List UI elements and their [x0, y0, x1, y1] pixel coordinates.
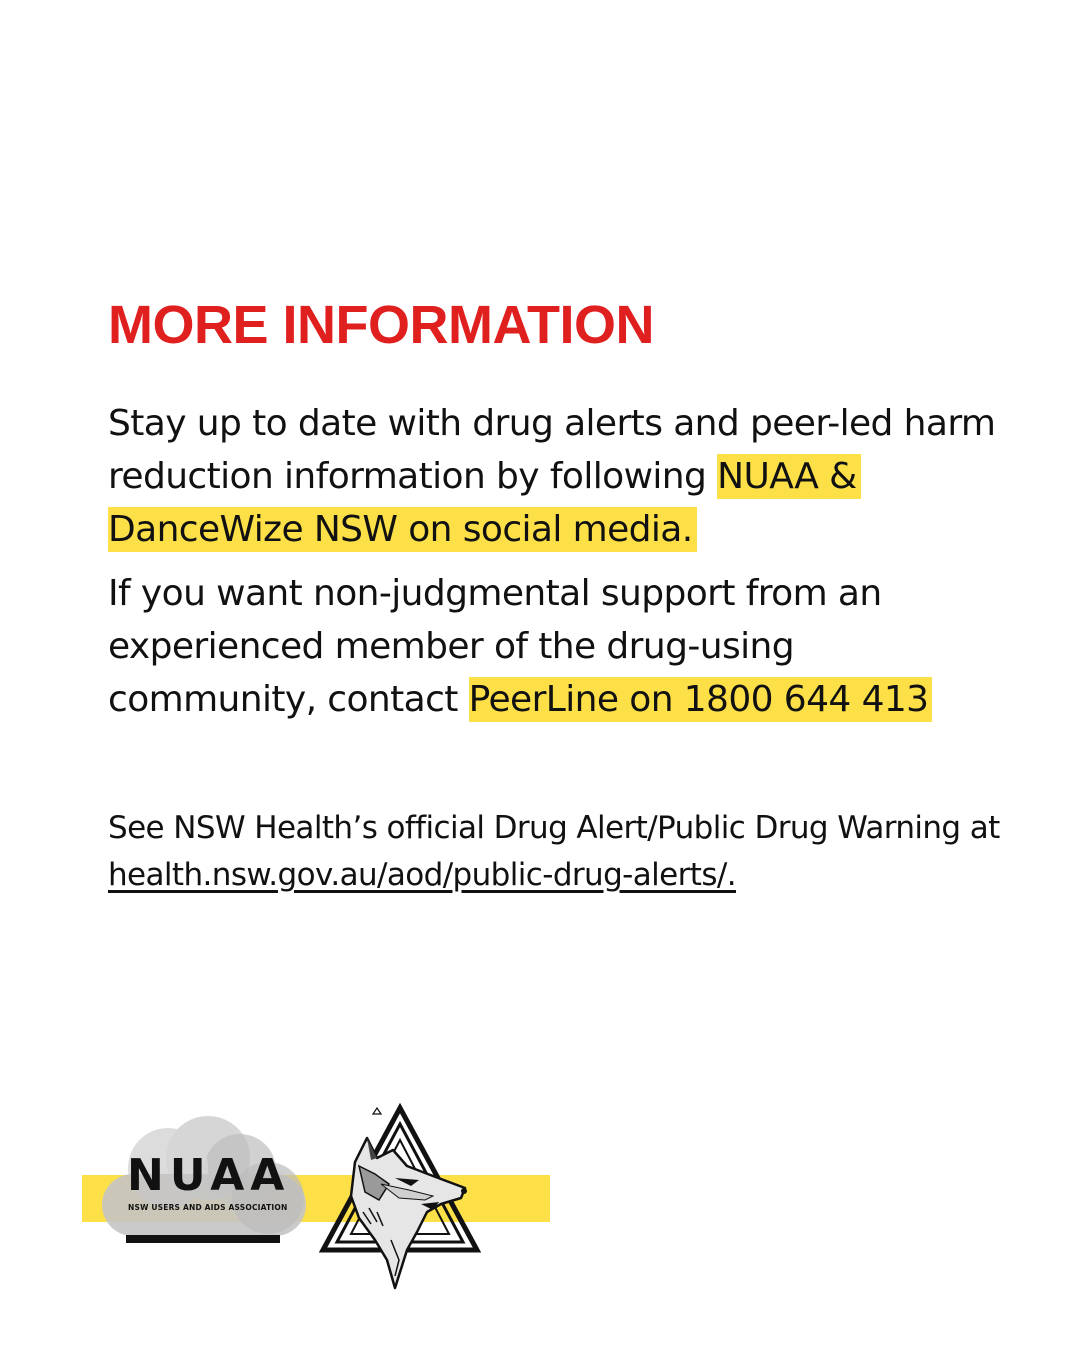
social-media-highlight: NUAA & DanceWize NSW on social media.	[108, 454, 861, 552]
nuaa-tagline: NSW USERS AND AIDS ASSOCIATION	[128, 1203, 288, 1212]
nuaa-underline-bar	[126, 1235, 280, 1243]
nsw-health-paragraph	[108, 805, 1028, 899]
follow-text: Stay up to date with drug alerts and peer-led harm reduction information by following	[108, 403, 996, 497]
nuaa-wordmark: NUAA	[127, 1150, 291, 1201]
nsw-health-text: See NSW Health’s official Drug Alert/Public Drug Warning at	[108, 810, 1000, 846]
support-text: If you want non-judgmental support from an experienced member of the drug-using community, contact	[108, 573, 882, 720]
nsw-health-link[interactable]: health.nsw.gov.au/aod/public-drug-alerts/.	[108, 857, 736, 893]
wolf-triangle-icon	[315, 1100, 485, 1295]
follow-paragraph	[108, 397, 1008, 556]
peerline-highlight: PeerLine on 1800 644 413	[469, 677, 933, 722]
support-paragraph	[108, 567, 1008, 726]
partner-logos	[0, 1100, 1080, 1320]
page-title: MORE INFORMATION	[108, 295, 654, 355]
